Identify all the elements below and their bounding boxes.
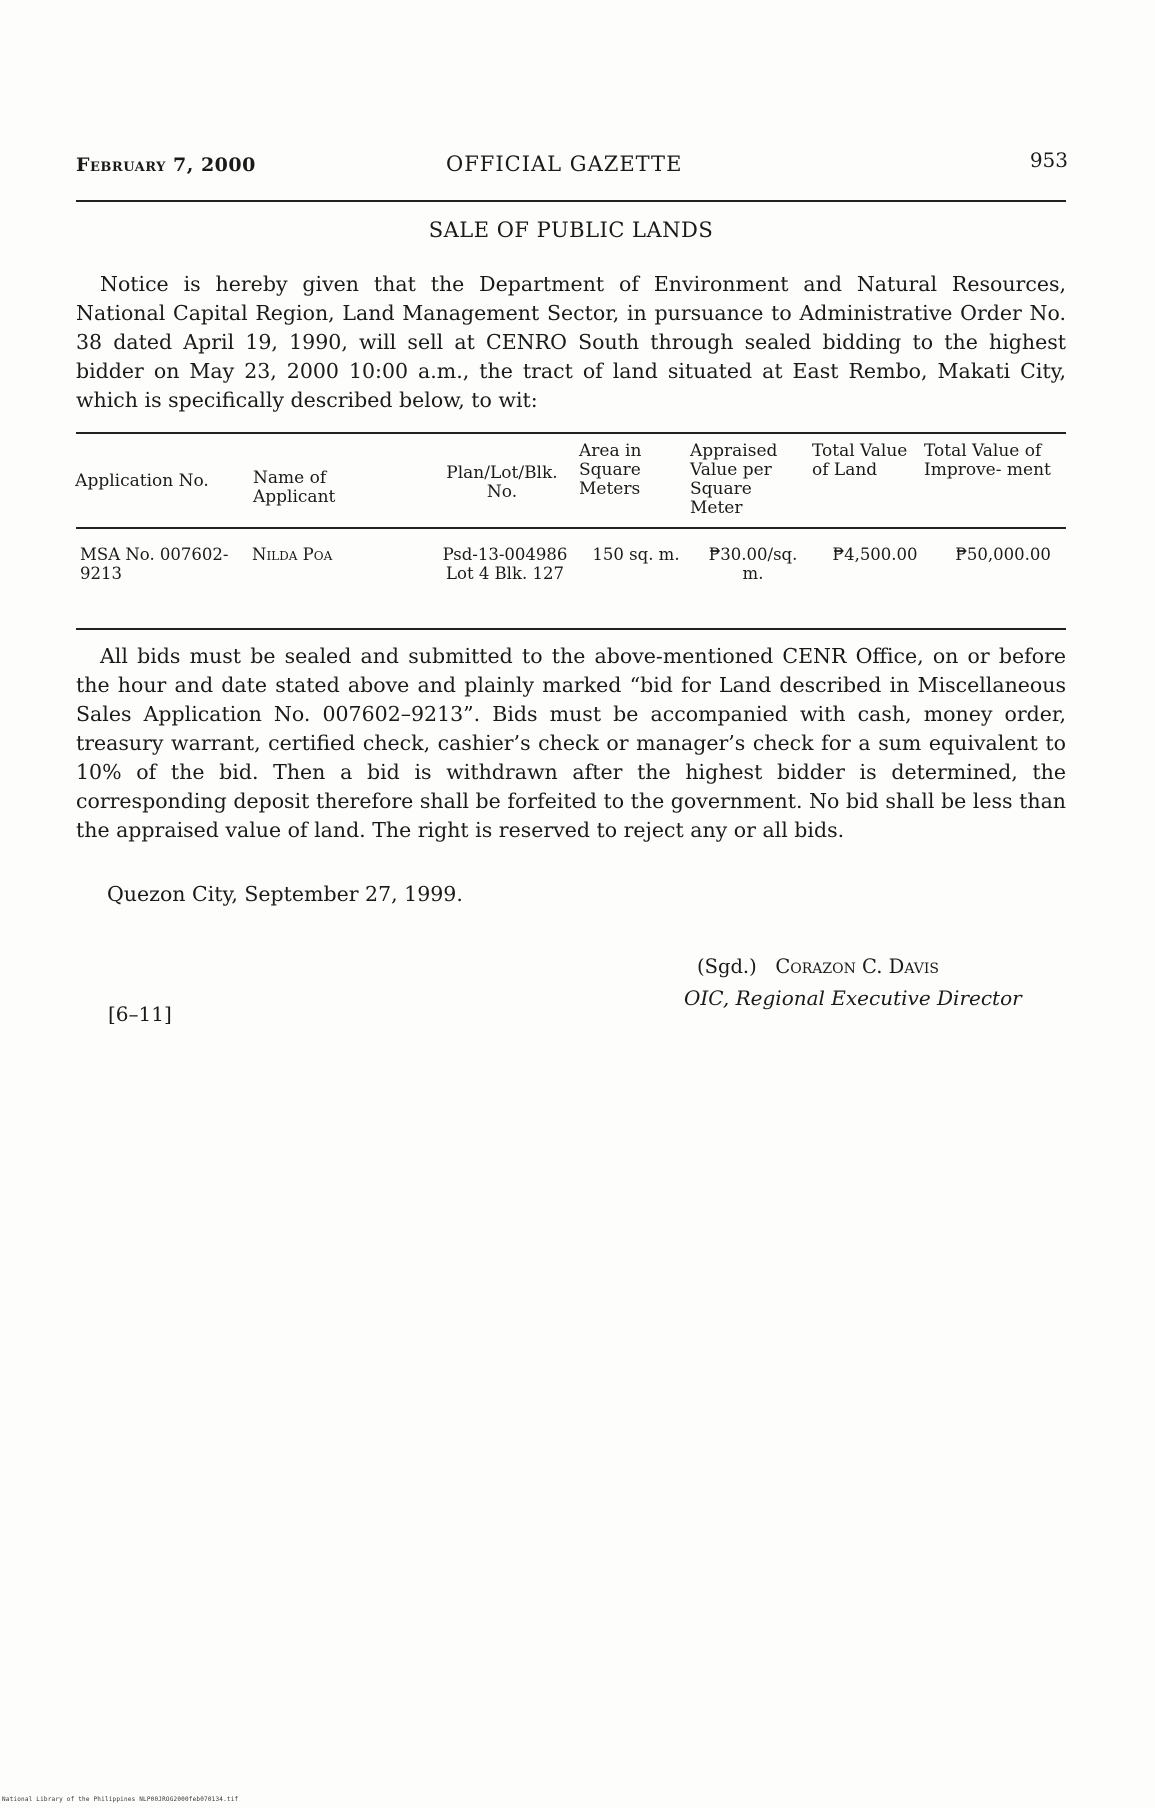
header-area: Area in Square Meters	[579, 441, 642, 499]
header-application-no: Application No.	[75, 471, 209, 491]
notice-intro: Notice is hereby given that the Department of Environment and Natural Resources, National Capital Region, Land Management Sector, in pursuance to Administrative Order No. 38 dated April 19, 1990, will sell at CENRO South through sealed bidding to the highest bidder on May 23, 2000 10:00 a.m., the tract of land situated at East Rembo, Makati City, which is specifically described below, to wit:	[76, 272, 1066, 412]
table-header-rule	[76, 527, 1066, 529]
page-number: 953	[1029, 148, 1068, 172]
running-head	[76, 148, 1068, 178]
table-bottom-rule	[76, 628, 1066, 630]
publication-reference: [6–11]	[108, 1002, 172, 1026]
cell-application-no: MSA No. 007602-9213	[80, 545, 229, 583]
header-rule	[76, 200, 1066, 202]
dateline: Quezon City, September 27, 1999.	[107, 882, 463, 906]
scan-footer: National Library of the Philippines NLP00JROG2000feb070134.tif	[2, 1796, 239, 1803]
cell-total-improvement-value: ₱50,000.00	[955, 545, 1051, 564]
signer-title: OIC, Regional Executive Director	[684, 986, 1022, 1010]
header-appraised-value: Appraised Value per Square Meter	[690, 441, 778, 518]
notice-title: SALE OF PUBLIC LANDS	[428, 218, 714, 242]
header-total-land-value: Total Value of Land	[812, 441, 908, 480]
publication-title: OFFICIAL GAZETTE	[446, 152, 683, 176]
header-plan-lot-blk: Plan/Lot/Blk. No.	[446, 463, 558, 502]
header-applicant-name: Name of Applicant	[253, 468, 336, 507]
header-total-improvement-value: Total Value of Improve- ment	[924, 441, 1051, 480]
cell-plan-lot-blk: Psd-13-004986 Lot 4 Blk. 127	[442, 545, 568, 583]
signature-block	[697, 955, 939, 978]
table-top-rule	[76, 432, 1066, 434]
signer-name: Corazon C. Davis	[775, 955, 939, 978]
cell-appraised-value: ₱30.00/sq. m.	[708, 545, 798, 583]
sgd-mark: (Sgd.)	[697, 955, 757, 978]
notice-conditions: All bids must be sealed and submitted to the above-mentioned CENR Office, on or before the hour and date stated above and plainly marked “bid for Land described in Miscellaneous Sales Application No. 007602–9213”. Bids must be accompanied with cash, money order, treasury warrant, certified check, cashier’s check or manager’s check for a sum equivalent to 10% of the bid. Then a bid is withdrawn after the highest bidder is determined, the corresponding deposit therefore shall be forfeited to the government. No bid shall be less than the appraised value of land. The right is reserved to reject any or all bids.	[76, 644, 1066, 842]
cell-total-land-value: ₱4,500.00	[832, 545, 918, 564]
cell-area: 150 sq. m.	[592, 545, 680, 564]
issue-date: February 7, 2000	[76, 154, 256, 176]
cell-applicant-name: Nilda Poa	[252, 545, 333, 564]
